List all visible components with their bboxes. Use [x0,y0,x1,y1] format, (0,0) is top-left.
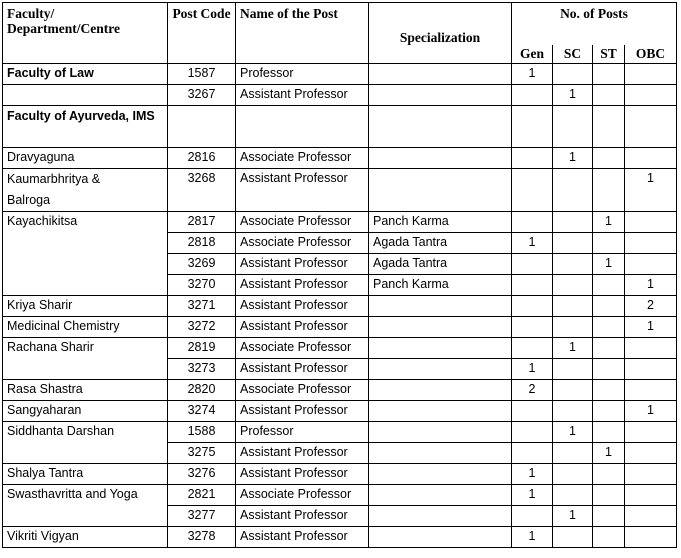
specialization-cell [369,317,512,338]
gen-cell [512,338,553,359]
post-code-cell: 2821 [168,485,236,506]
gen-cell [512,254,553,275]
gen-cell: 1 [512,233,553,254]
specialization-cell: Agada Tantra [369,233,512,254]
department-cell: Siddhanta Darshan [3,422,168,464]
post-name-cell: Professor [236,422,369,443]
st-cell [593,485,625,506]
gen-cell [512,85,553,106]
sc-cell [553,485,593,506]
gen-cell: 1 [512,464,553,485]
sc-cell [553,106,593,148]
header-st: ST [593,45,625,64]
sc-cell: 1 [553,422,593,443]
st-cell [593,464,625,485]
post-code-cell: 3277 [168,506,236,527]
st-cell [593,106,625,148]
st-cell [593,233,625,254]
post-code-cell: 3274 [168,401,236,422]
specialization-cell [369,443,512,464]
post-code-cell: 2818 [168,233,236,254]
department-cell: Dravyaguna [3,148,168,169]
specialization-cell: Panch Karma [369,275,512,296]
obc-cell [625,148,677,169]
obc-cell [625,338,677,359]
post-name-cell [236,106,369,148]
sc-cell [553,401,593,422]
gen-cell [512,212,553,233]
post-name-cell: Assistant Professor [236,169,369,212]
specialization-cell [369,106,512,148]
gen-cell [512,317,553,338]
obc-cell [625,254,677,275]
specialization-cell [369,485,512,506]
post-name-cell: Associate Professor [236,233,369,254]
st-cell [593,317,625,338]
department-cell: Rasa Shastra [3,380,168,401]
header-no-of-posts: No. of Posts [512,3,677,45]
st-cell: 1 [593,443,625,464]
sc-cell: 1 [553,85,593,106]
sc-cell [553,380,593,401]
sc-cell [553,254,593,275]
post-name-cell: Professor [236,64,369,85]
st-cell [593,359,625,380]
st-cell: 1 [593,212,625,233]
header-obc: OBC [625,45,677,64]
obc-cell: 1 [625,169,677,212]
post-name-cell: Assistant Professor [236,296,369,317]
obc-cell: 1 [625,317,677,338]
st-cell [593,506,625,527]
post-code-cell: 1587 [168,64,236,85]
department-cell [3,85,168,106]
specialization-cell [369,422,512,443]
obc-cell: 1 [625,275,677,296]
header-sc: SC [553,45,593,64]
post-name-cell: Assistant Professor [236,254,369,275]
table-row [3,464,677,485]
sc-cell: 1 [553,506,593,527]
specialization-cell [369,85,512,106]
specialization-cell [369,359,512,380]
specialization-cell: Agada Tantra [369,254,512,275]
post-name-cell: Assistant Professor [236,527,369,548]
department-cell: Faculty of Law [3,64,168,85]
obc-cell [625,380,677,401]
department-cell: Kaumarbhritya & Balroga [3,169,168,212]
gen-cell: 1 [512,359,553,380]
table-row [3,296,677,317]
sc-cell [553,527,593,548]
table-row [3,527,677,548]
post-code-cell: 3271 [168,296,236,317]
obc-cell: 2 [625,296,677,317]
st-cell [593,527,625,548]
st-cell [593,338,625,359]
sc-cell [553,359,593,380]
post-code-cell: 3275 [168,443,236,464]
post-name-cell: Assistant Professor [236,443,369,464]
gen-cell: 1 [512,527,553,548]
specialization-cell [369,148,512,169]
sc-cell: 1 [553,338,593,359]
gen-cell: 1 [512,64,553,85]
post-name-cell: Assistant Professor [236,464,369,485]
post-code-cell: 2820 [168,380,236,401]
posts-table [2,2,677,548]
obc-cell: 1 [625,401,677,422]
post-code-cell: 3273 [168,359,236,380]
header-gen: Gen [512,45,553,64]
obc-cell [625,85,677,106]
table-row [3,317,677,338]
st-cell [593,296,625,317]
table-body [3,64,677,548]
sc-cell [553,64,593,85]
specialization-cell [369,169,512,212]
specialization-cell [369,64,512,85]
sc-cell [553,233,593,254]
specialization-cell [369,506,512,527]
obc-cell [625,359,677,380]
obc-cell [625,485,677,506]
post-code-cell: 3272 [168,317,236,338]
specialization-cell [369,296,512,317]
st-cell [593,169,625,212]
header-post-code: Post Code [168,3,236,64]
table-row [3,485,677,506]
department-cell: Sangyaharan [3,401,168,422]
sc-cell: 1 [553,148,593,169]
gen-cell [512,106,553,148]
department-cell: Vikriti Vigyan [3,527,168,548]
table-row [3,380,677,401]
gen-cell [512,148,553,169]
obc-cell [625,464,677,485]
post-code-cell: 3270 [168,275,236,296]
table-row [3,85,677,106]
obc-cell [625,422,677,443]
table-row [3,169,677,212]
post-name-cell: Associate Professor [236,380,369,401]
header-specialization: Specialization [369,3,512,64]
header-post-name: Name of the Post [236,3,369,64]
gen-cell: 2 [512,380,553,401]
sc-cell [553,275,593,296]
gen-cell [512,401,553,422]
st-cell [593,148,625,169]
post-code-cell [168,106,236,148]
obc-cell [625,506,677,527]
department-cell: Kriya Sharir [3,296,168,317]
table-row [3,148,677,169]
specialization-cell [369,401,512,422]
department-cell: Swasthavritta and Yoga [3,485,168,527]
gen-cell [512,422,553,443]
sc-cell [553,169,593,212]
st-cell [593,85,625,106]
post-code-cell: 2819 [168,338,236,359]
department-cell: Faculty of Ayurveda, IMS [3,106,168,148]
specialization-cell [369,464,512,485]
post-code-cell: 3267 [168,85,236,106]
specialization-cell [369,527,512,548]
sc-cell [553,317,593,338]
obc-cell [625,527,677,548]
post-code-cell: 3269 [168,254,236,275]
post-code-cell: 2817 [168,212,236,233]
st-cell [593,422,625,443]
post-name-cell: Assistant Professor [236,506,369,527]
post-name-cell: Assistant Professor [236,275,369,296]
gen-cell [512,169,553,212]
gen-cell [512,275,553,296]
obc-cell [625,233,677,254]
post-name-cell: Assistant Professor [236,317,369,338]
table-row [3,401,677,422]
post-code-cell: 2816 [168,148,236,169]
post-code-cell: 3268 [168,169,236,212]
obc-cell [625,106,677,148]
gen-cell [512,296,553,317]
gen-cell [512,506,553,527]
table-row [3,422,677,443]
st-cell [593,275,625,296]
department-cell: Rachana Sharir [3,338,168,380]
department-cell: Shalya Tantra [3,464,168,485]
post-code-cell: 3278 [168,527,236,548]
sc-cell [553,296,593,317]
obc-cell [625,443,677,464]
sc-cell [553,212,593,233]
post-code-cell: 1588 [168,422,236,443]
post-name-cell: Associate Professor [236,338,369,359]
table-row [3,64,677,85]
department-cell: Kayachikitsa [3,212,168,296]
sc-cell [553,464,593,485]
post-name-cell: Associate Professor [236,148,369,169]
st-cell [593,401,625,422]
specialization-cell [369,380,512,401]
post-name-cell: Associate Professor [236,485,369,506]
specialization-cell: Panch Karma [369,212,512,233]
obc-cell [625,212,677,233]
sc-cell [553,443,593,464]
table-row [3,338,677,359]
post-name-cell: Assistant Professor [236,401,369,422]
post-name-cell: Assistant Professor [236,359,369,380]
st-cell [593,64,625,85]
specialization-cell [369,338,512,359]
header-faculty: Faculty/ Department/Centre [3,3,168,64]
obc-cell [625,64,677,85]
gen-cell [512,443,553,464]
post-code-cell: 3276 [168,464,236,485]
post-name-cell: Assistant Professor [236,85,369,106]
table-row [3,212,677,233]
table-row [3,106,677,148]
post-name-cell: Associate Professor [236,212,369,233]
department-cell: Medicinal Chemistry [3,317,168,338]
st-cell [593,380,625,401]
st-cell: 1 [593,254,625,275]
gen-cell: 1 [512,485,553,506]
